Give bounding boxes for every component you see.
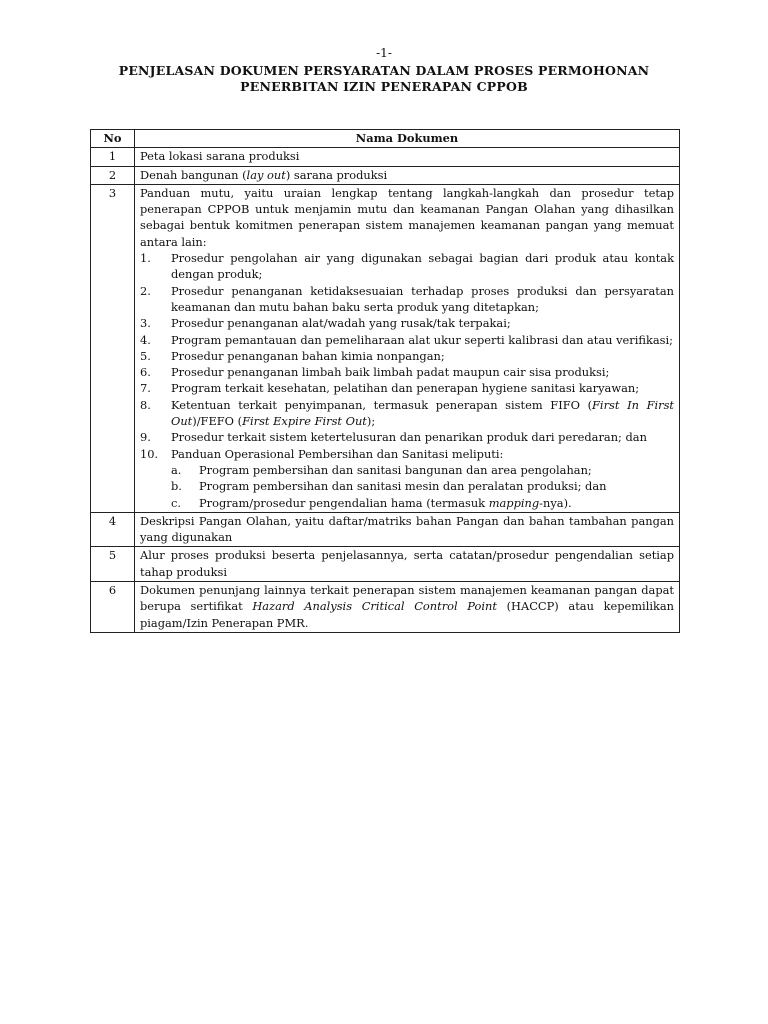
sanitation-sublist	[171, 462, 674, 511]
header-nama-dokumen: Nama Dokumen	[135, 130, 680, 148]
sublist-letter: a.	[171, 462, 182, 477]
list-number: 10.	[140, 446, 159, 461]
row-number: 1	[91, 148, 135, 166]
list-number: 7.	[140, 381, 151, 396]
panduan-mutu-intro: Panduan mutu, yaitu uraian lengkap tentang langkah-langkah dan prosedur tetap penerapan CPPOB untuk menjamin mutu dan keamanan Pangan Olahan yang dihasilkan sebagai bentuk komitmen penerapan sistem manajemen keamanan pangan yang memuat antara lain:	[140, 185, 674, 249]
list-number: 2.	[140, 283, 151, 298]
list-text: Prosedur penanganan limbah baik limbah padat maupun cair sisa produksi;	[171, 365, 610, 380]
list-number: 8.	[140, 397, 151, 412]
documents-table	[90, 129, 680, 633]
list-number: 3.	[140, 316, 151, 331]
list-item	[140, 429, 674, 445]
list-text: Program pemantauan dan pemeliharaan alat ukur seperti kalibrasi dan atau verifikasi;	[171, 332, 673, 347]
italic-term: First Expire First Out	[242, 414, 367, 429]
sublist-text: Program pembersihan dan sanitasi mesin dan peralatan produksi; dan	[199, 479, 607, 494]
list-text: Prosedur pengolahan air yang digunakan sebagai bagian dari produk atau kontak dengan produk;	[171, 251, 674, 282]
list-item	[140, 380, 674, 396]
list-item	[140, 332, 674, 348]
text-segment: Dokumen penunjang lainnya terkait penerapan sistem manajemen keamanan pangan dapat berupa sertifikat	[140, 583, 674, 614]
list-item	[140, 315, 674, 331]
sublist-letter: b.	[171, 479, 182, 494]
table-row	[91, 512, 680, 547]
sublist-item	[171, 495, 674, 511]
sublist-item	[171, 478, 674, 494]
row-description	[135, 582, 680, 633]
procedure-list	[140, 250, 674, 511]
list-item	[140, 446, 674, 511]
text-segment: Denah bangunan (	[140, 167, 247, 182]
list-item	[140, 348, 674, 364]
list-text: Panduan Operasional Pembersihan dan Sanitasi meliputi:	[171, 446, 504, 461]
list-text: Prosedur penanganan alat/wadah yang rusak/tak terpakai;	[171, 316, 511, 331]
sublist-item	[171, 462, 674, 478]
row-number: 4	[91, 512, 135, 547]
table-row	[91, 582, 680, 633]
table-row	[91, 547, 680, 582]
list-number: 6.	[140, 365, 151, 380]
list-number: 4.	[140, 332, 151, 347]
list-text: Ketentuan terkait penyimpanan, termasuk penerapan sistem FIFO (	[171, 397, 593, 412]
list-item	[140, 364, 674, 380]
header-no: No	[91, 130, 135, 148]
row-number: 3	[91, 184, 135, 512]
row-description	[135, 184, 680, 512]
row-description	[135, 166, 680, 184]
page-number: -1-	[376, 46, 392, 60]
sublist-text: Program/prosedur pengendalian hama (termasuk	[199, 495, 489, 510]
italic-term: lay out	[246, 167, 286, 182]
list-item	[140, 250, 674, 283]
italic-term: First In First Out	[171, 397, 674, 429]
list-number: 1.	[140, 251, 151, 266]
row-number: 6	[91, 582, 135, 633]
italic-term: mapping	[488, 495, 540, 510]
italic-term: Hazard Analysis Critical Control Point	[252, 599, 497, 614]
list-text: Prosedur penanganan bahan kimia nonpangan;	[171, 348, 445, 363]
text-segment: );	[366, 414, 376, 429]
text-segment: -nya).	[539, 495, 572, 510]
text-segment: (HACCP) atau kepemilikan piagam/Izin Penerapan PMR.	[140, 599, 675, 630]
list-text: Program terkait kesehatan, pelatihan dan penerapan hygiene sanitasi karyawan;	[171, 381, 640, 396]
list-text: Prosedur terkait sistem ketertelusuran dan penarikan produk dari peredaran; dan	[171, 430, 647, 445]
row-description: Alur proses produksi beserta penjelasannya, serta catatan/prosedur pengendalian setiap tahap produksi	[135, 547, 680, 582]
list-item	[140, 397, 674, 430]
list-item	[140, 283, 674, 316]
text-segment: )/FEFO (	[192, 414, 243, 429]
sublist-text: Program pembersihan dan sanitasi bangunan dan area pengolahan;	[199, 462, 592, 477]
document-title	[60, 63, 708, 95]
table-row	[91, 148, 680, 166]
list-number: 5.	[140, 348, 151, 363]
row-description: Deskripsi Pangan Olahan, yaitu daftar/matriks bahan Pangan dan bahan tambahan pangan yang digunakan	[135, 512, 680, 547]
text-segment: ) sarana produksi	[285, 167, 388, 182]
row-number: 2	[91, 166, 135, 184]
list-text: Prosedur penanganan ketidaksesuaian terhadap proses produksi dan persyaratan keamanan dan mutu bahan baku serta produk yang ditetapkan;	[171, 283, 674, 314]
title-line-1: PENJELASAN DOKUMEN PERSYARATAN DALAM PROSES PERMOHONAN	[118, 63, 650, 78]
title-line-2: PENERBITAN IZIN PENERAPAN CPPOB	[240, 79, 528, 94]
row-number: 5	[91, 547, 135, 582]
table-header-row	[91, 130, 680, 148]
table-row	[91, 166, 680, 184]
sublist-letter: c.	[171, 495, 182, 510]
row-description: Peta lokasi sarana produksi	[135, 148, 680, 166]
list-number: 9.	[140, 430, 151, 445]
table-row	[91, 184, 680, 512]
